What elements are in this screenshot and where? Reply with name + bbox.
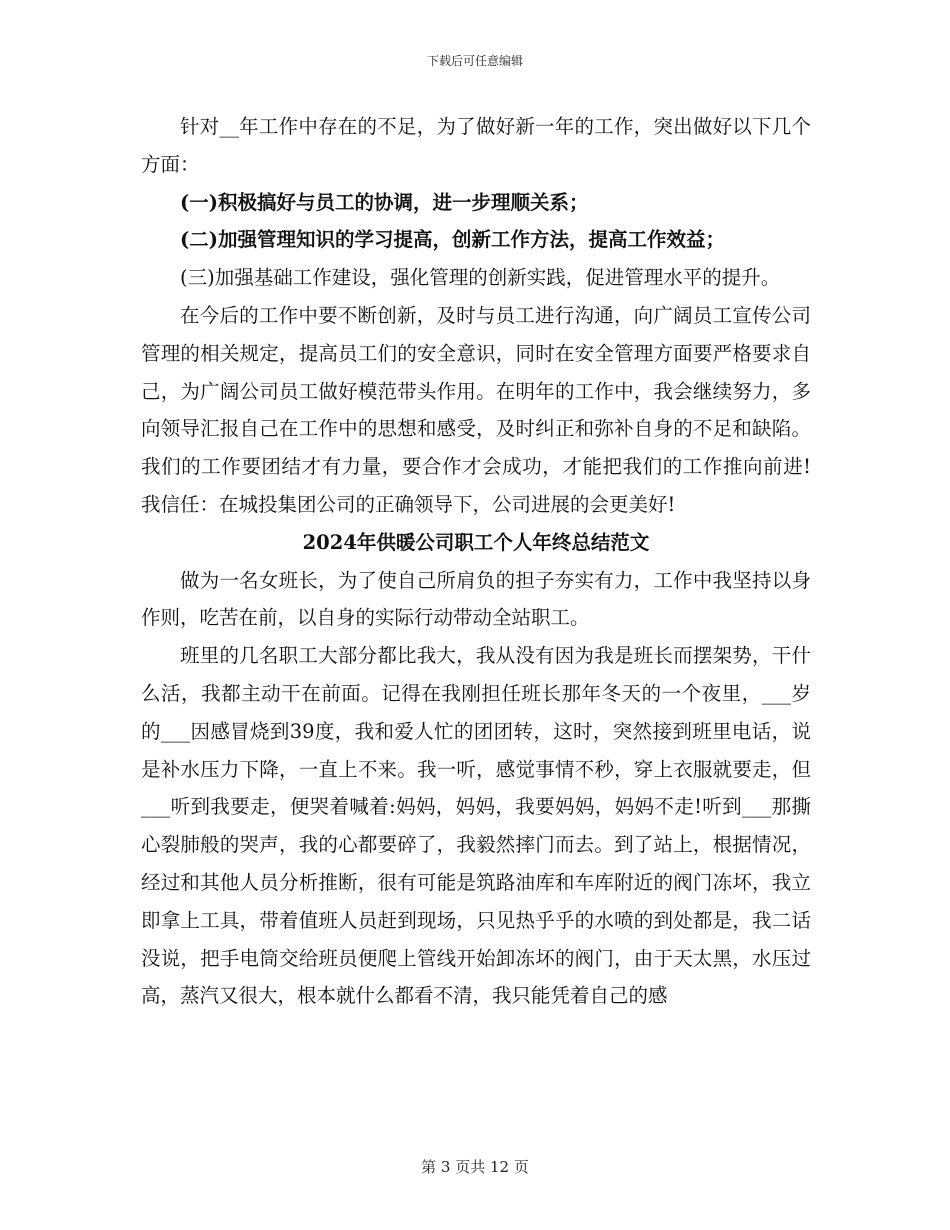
- paragraph-role: 做为一名女班长，为了使自己所肩负的担子夯实有力，工作中我坚持以身作则，吃苦在前，以自身的实际行动带动全站职工。: [141, 568, 811, 630]
- paragraph-outlook: 在今后的工作中要不断创新，及时与员工进行沟通，向广阔员工宣传公司管理的相关规定，提高员工们的安全意识，同时在安全管理方面要严格要求自己，为广阔公司员工做好模范带头作用。在明年的工作中，我会继续努力，多向领导汇报自己在工作中的思想和感受，及时纠正和弥补自身的不足和缺陷。我们的工作要团结才有力量，要合作才会成功，才能把我们的工作推向前进!我信任：在城投集团公司的正确领导下，公司进展的会更美好!: [141, 303, 811, 516]
- document-body: [141, 108, 811, 1015]
- paragraph-point-2: (二)加强管理知识的学习提高，创新工作方法，提高工作效益；: [180, 228, 725, 252]
- paragraph-point-1: (一)积极搞好与员工的协调，进一步理顺关系；: [180, 190, 589, 214]
- paragraph-story: 班里的几名职工大部分都比我大，我从没有因为我是班长而摆架势，干什么活，我都主动干在前面。记得在我刚担任班长那年冬天的一个夜里，___岁的___因感冒烧到39度，我和爱人忙的团团转，这时，突然接到班里电话，说是补水压力下降，一直上不来。我一听，感觉事情不秒，穿上衣服就要走，但___听到我要走，便哭着喊着:妈妈，妈妈，我要妈妈，妈妈不走!听到___那撕心裂肺般的哭声，我的心都要碎了，我毅然摔门而去。到了站上，根据情况，经过和其他人员分析推断，很有可能是筑路油库和车库附近的阀门冻坏，我立即拿上工具，带着值班人员赶到现场，只见热乎乎的水喷的到处都是，我二话没说，把手电筒交给班员便爬上管线开始卸冻坏的阀门，由于天太黑，水压过高，蒸汽又很大，根本就什么都看不清，我只能凭着自己的感: [141, 644, 811, 1008]
- paragraph-intro: 针对__年工作中存在的不足，为了做好新一年的工作，突出做好以下几个方面：: [141, 115, 811, 176]
- paragraph-point-3: (三)加强基础工作建设，强化管理的创新实践，促进管理水平的提升。: [180, 266, 781, 290]
- page-number: 第 3 页共 12 页: [421, 1158, 529, 1176]
- page-header: 下载后可任意编辑: [426, 54, 523, 68]
- section-title: 2024年供暖公司职工个人年终总结范文: [302, 530, 650, 554]
